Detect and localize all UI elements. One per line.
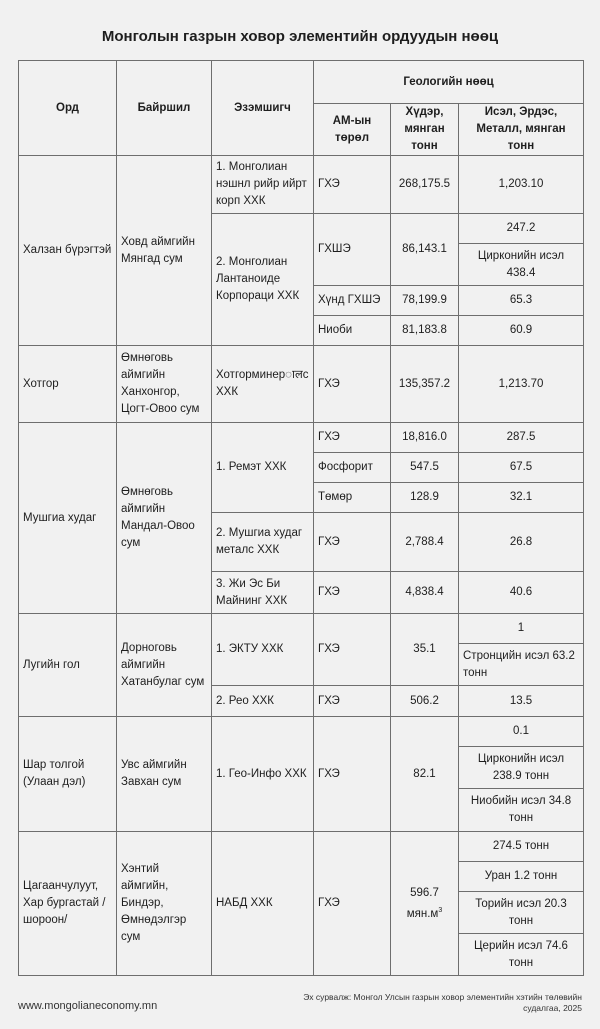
owner-cell: 1. ЭКТУ ХХК bbox=[212, 614, 314, 686]
oxide-cell: 1,213.70 bbox=[459, 346, 584, 423]
oxide-cell: 1 bbox=[459, 614, 584, 644]
oxide-cell: 65.3 bbox=[459, 286, 584, 316]
page-title: Монголын газрын ховор элементийн ордуудын нөөц bbox=[101, 28, 499, 45]
oxide-cell: Цирконийн исэл 238.9 тонн bbox=[459, 747, 584, 789]
location-cell: Увс аймгийн Завхан сум bbox=[117, 717, 212, 832]
type-cell: ГХЭ bbox=[314, 513, 391, 572]
type-cell: ГХЭ bbox=[314, 717, 391, 832]
deposit-cell: Халзан бүрэгтэй bbox=[19, 156, 117, 346]
type-cell: Хүнд ГХШЭ bbox=[314, 286, 391, 316]
oxide-cell: Цирконийн исэл 438.4 bbox=[459, 244, 584, 286]
ore-cell: 78,199.9 bbox=[391, 286, 459, 316]
location-cell: Хэнтий аймгийн, Биндэр, Өмнөдэлгэр сум bbox=[117, 832, 212, 976]
header-deposit: Орд bbox=[19, 61, 117, 156]
type-cell: ГХЭ bbox=[314, 346, 391, 423]
oxide-cell: 287.5 bbox=[459, 423, 584, 453]
website-link[interactable]: www.mongolianeconomy.mn bbox=[18, 1000, 158, 1012]
header-owner: Эзэмшигч bbox=[212, 61, 314, 156]
owner-cell: 2. Мушгиа худаг металс ХХК bbox=[212, 513, 314, 572]
source-note: Эх сурвалж: Монгол Улсын газрын ховор элементийн хэтийн төлөвийн судалгаа, 2025 bbox=[303, 992, 582, 1013]
oxide-cell: Торийн исэл 20.3 тонн bbox=[459, 892, 584, 934]
ore-cell: 18,816.0 bbox=[391, 423, 459, 453]
oxide-cell: 1,203.10 bbox=[459, 156, 584, 214]
location-cell: Өмнөговь аймгийн Мандал-Овоо сум bbox=[117, 423, 212, 614]
deposit-cell: Цагаанчулуут, Хар бургастай /шороон/ bbox=[19, 832, 117, 976]
ore-cell: 506.2 bbox=[391, 686, 459, 717]
oxide-cell: 274.5 тонн bbox=[459, 832, 584, 862]
header-location: Байршил bbox=[117, 61, 212, 156]
owner-cell: 1. Гео-Инфо ХХК bbox=[212, 717, 314, 832]
ore-cell: 81,183.8 bbox=[391, 316, 459, 346]
ore-cell: 2,788.4 bbox=[391, 513, 459, 572]
owner-cell: 2. Монголиан Лантаноиде Корпораци ХХК bbox=[212, 214, 314, 346]
oxide-cell: Церийн исэл 74.6 тонн bbox=[459, 934, 584, 976]
owner-cell: 3. Жи Эс Би Майнинг ХХК bbox=[212, 572, 314, 614]
type-cell: Фосфорит bbox=[314, 453, 391, 483]
deposit-cell: Хотгор bbox=[19, 346, 117, 423]
type-cell: Төмөр bbox=[314, 483, 391, 513]
oxide-cell: 67.5 bbox=[459, 453, 584, 483]
ore-cell: 547.5 bbox=[391, 453, 459, 483]
owner-cell: НАБД ХХК bbox=[212, 832, 314, 976]
ore-value: 596.7 мян.м bbox=[406, 886, 439, 920]
location-cell: Өмнөговь аймгийн Ханхонгор, Цогт-Овоо сум bbox=[117, 346, 212, 423]
oxide-cell: Стронцийн исэл 63.2 тонн bbox=[459, 644, 584, 686]
oxide-cell: 60.9 bbox=[459, 316, 584, 346]
reserves-table bbox=[18, 60, 584, 976]
ore-cell: 4,838.4 bbox=[391, 572, 459, 614]
deposit-cell: Мушгиа худаг bbox=[19, 423, 117, 614]
type-cell: ГХЭ bbox=[314, 423, 391, 453]
header-type: АМ-ын төрөл bbox=[314, 104, 391, 156]
oxide-cell: 13.5 bbox=[459, 686, 584, 717]
type-cell: ГХЭ bbox=[314, 832, 391, 976]
type-cell: ГХЭ bbox=[314, 156, 391, 214]
type-cell: ГХЭ bbox=[314, 614, 391, 686]
ore-cell: 268,175.5 bbox=[391, 156, 459, 214]
oxide-cell: 32.1 bbox=[459, 483, 584, 513]
oxide-cell: Уран 1.2 тонн bbox=[459, 862, 584, 892]
ore-cell: 128.9 bbox=[391, 483, 459, 513]
location-cell: Ховд аймгийн Мянгад сум bbox=[117, 156, 212, 346]
ore-cell: 135,357.2 bbox=[391, 346, 459, 423]
header-oxide: Исэл, Эрдэс, Металл, мянган тонн bbox=[459, 104, 584, 156]
ore-cell bbox=[391, 832, 459, 976]
oxide-cell: 0.1 bbox=[459, 717, 584, 747]
deposit-cell: Шар толгой (Улаан дэл) bbox=[19, 717, 117, 832]
deposit-cell: Лугийн гол bbox=[19, 614, 117, 717]
type-cell: ГХЭ bbox=[314, 686, 391, 717]
owner-cell: 2. Рео ХХК bbox=[212, 686, 314, 717]
owner-cell: Хотгорминерालс ХХК bbox=[212, 346, 314, 423]
oxide-cell: 40.6 bbox=[459, 572, 584, 614]
ore-cell: 35.1 bbox=[391, 614, 459, 686]
ore-unit-superscript: 3 bbox=[438, 906, 443, 914]
header-ore: Хүдэр, мянган тонн bbox=[391, 104, 459, 156]
ore-cell: 86,143.1 bbox=[391, 214, 459, 286]
oxide-cell: 26.8 bbox=[459, 513, 584, 572]
type-cell: ГХЭ bbox=[314, 572, 391, 614]
location-cell: Дорноговь аймгийн Хатанбулаг сум bbox=[117, 614, 212, 717]
owner-cell: 1. Монголиан нэшнл рийр ийрт корп ХХК bbox=[212, 156, 314, 214]
type-cell: ГХШЭ bbox=[314, 214, 391, 286]
owner-cell: 1. Ремэт ХХК bbox=[212, 423, 314, 513]
header-geological: Геологийн нөөц bbox=[314, 61, 584, 104]
oxide-cell: Ниобийн исэл 34.8 тонн bbox=[459, 789, 584, 832]
oxide-cell: 247.2 bbox=[459, 214, 584, 244]
ore-cell: 82.1 bbox=[391, 717, 459, 832]
type-cell: Ниоби bbox=[314, 316, 391, 346]
